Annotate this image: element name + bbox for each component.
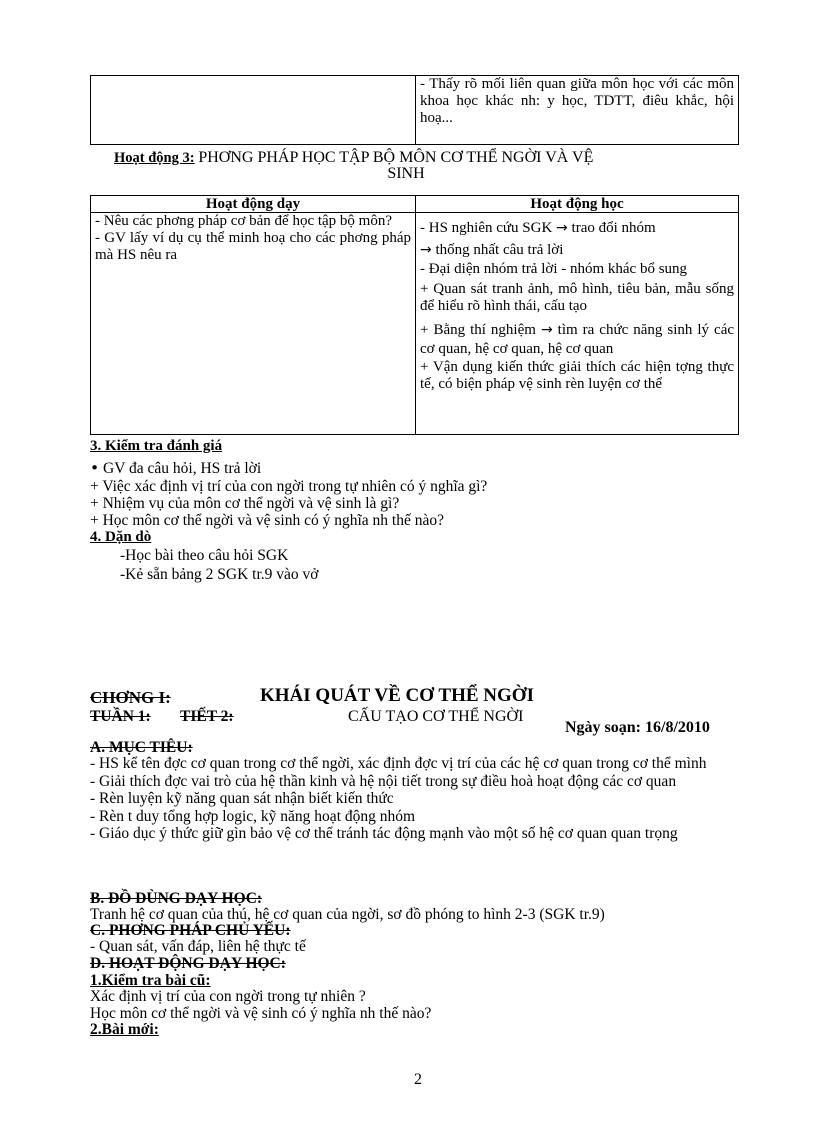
arrow-icon: → (420, 242, 432, 258)
objective-item: - Rèn t duy tổng hợp logic, kỹ năng hoạt động nhóm (90, 807, 416, 825)
objectives-list (90, 755, 738, 843)
check-heading: 1.Kiểm tra bài cũ: (90, 972, 211, 989)
chapter-title: KHÁI QUÁT VỀ CƠ THỂ NGỜI (260, 685, 534, 706)
learn-text: tìm ra chức năng sinh lý các cơ quan, hệ cơ quan, hệ cơ quan (420, 322, 735, 357)
date-prepared: Ngày soạn: 16/8/2010 (565, 719, 710, 736)
learn-text: trao đổi nhóm (571, 220, 656, 236)
relationship-cell: - Thấy rõ mối liên quan giữa môn học với các môn khoa học khác nh: y học, TDTT, điêu khắc, hội hoạ... (416, 76, 739, 145)
objective-item: - HS kể tên đợc cơ quan trong cơ thể ngời, xác định đợc vị trí của các hệ cơ quan trong cơ thể mình (90, 755, 707, 772)
lesson-label: TIẾT 2: (180, 708, 234, 725)
bullet-icon: • (90, 459, 100, 477)
activity3-title-wrap (0, 165, 816, 183)
arrow-icon: → (540, 322, 553, 338)
homework-line-2: -Kẻ sẵn bảng 2 SGK tr.9 vào vở (120, 566, 319, 583)
assessment-line-2: + Việc xác định vị trí của con ngời trong tự nhiên có ý nghĩa gì? (90, 478, 488, 495)
teach-cell (91, 213, 416, 435)
assessment-text: GV đa câu hỏi, HS trả lời (103, 460, 262, 477)
homework-line-1: -Học bài theo câu hỏi SGK (120, 547, 289, 564)
learn-item-4 (420, 321, 734, 359)
homework-heading: 4. Dặn dò (90, 529, 152, 545)
learn-text: + Bằng thí nghiệm (420, 322, 536, 338)
activity3-title-line2: SINH (387, 165, 425, 182)
objective-item: - Giáo dục ý thức giữ gìn bảo vệ cơ thể tránh tác động mạnh vào một số hệ cơ quan quan trọng (90, 825, 678, 842)
methods-heading: C. PHƠNG PHÁP CHỦ YẾU: (90, 922, 291, 939)
teach-item: - Nêu các phơng pháp cơ bản để học tập bộ môn? (95, 213, 393, 229)
page-number: 2 (414, 1071, 422, 1088)
check-line-1: Xác định vị trí của con ngời trong tự nhiên ? (90, 988, 366, 1005)
learn-item-3: + Quan sát tranh ảnh, mô hình, tiêu bản, mẫu sống để hiểu rõ hình thái, cấu tạo (420, 281, 734, 314)
activity3-title-line1: PHƠNG PHÁP HỌC TẬP BỘ MÔN CƠ THỂ NGỜI VÀ VỆ (198, 149, 594, 166)
new-lesson-heading: 2.Bài mới: (90, 1021, 159, 1038)
learn-text: - HS nghiên cứu SGK (420, 220, 553, 236)
teach-item: - GV lấy ví dụ cụ thể minh hoạ cho các phơng pháp mà HS nêu ra (95, 230, 411, 263)
activity-table (90, 195, 739, 435)
assessment-line-1 (90, 460, 261, 477)
arrow-icon: → (556, 220, 568, 236)
methods-text: - Quan sát, vấn đáp, liên hệ thực tế (90, 938, 306, 955)
materials-heading: B. ĐỒ DÙNG DẠY HỌC: (90, 890, 263, 907)
learn-item-2: - Đại diện nhóm trả lời - nhóm khác bổ sung (420, 261, 688, 277)
continuation-table (90, 75, 739, 145)
chapter-label: CHƠNG I: (90, 688, 171, 707)
materials-text: Tranh hệ cơ quan của thú, hệ cơ quan của ngời, sơ đồ phóng to hình 2-3 (SGK tr.9) (90, 906, 605, 923)
check-line-2: Học môn cơ thể ngời và vệ sinh có ý nghĩa nh thế nào? (90, 1005, 432, 1022)
empty-cell (91, 76, 416, 145)
assessment-line-4: + Học môn cơ thể ngời và vệ sinh có ý nghĩa nh thế nào? (90, 512, 444, 529)
week-label: TUẦN 1: (90, 708, 151, 725)
objectives-heading: A. MỤC TIÊU: (90, 739, 193, 756)
activities-heading: D. HOẠT ĐỘNG DẠY HỌC: (90, 955, 286, 972)
activity3-label: Hoạt động 3: (114, 150, 195, 166)
objective-item: - Giải thích đợc vai trò của hệ thần kinh và hệ nội tiết trong sự điều hoà hoạt động các cơ quan (90, 772, 677, 790)
header-teach: Hoạt động dạy (91, 196, 416, 213)
objective-item: - Rèn luyện kỹ năng quan sát nhận biết kiến thức (90, 790, 394, 807)
assessment-line-3: + Nhiệm vụ của môn cơ thể ngời và vệ sinh là gì? (90, 495, 400, 512)
learn-item-1 (420, 217, 734, 261)
learn-cell (416, 213, 739, 435)
lesson-title: CẤU TẠO CƠ THỂ NGỜI (348, 708, 524, 725)
header-learn: Hoạt động học (416, 196, 739, 213)
learn-text: thống nhất câu trả lời (435, 242, 564, 258)
learn-item-5: + Vận dụng kiến thức giải thích các hiện tợng thực tế, có biện pháp vệ sinh rèn luyện cơ thể (420, 359, 734, 392)
assessment-heading: 3. Kiểm tra đánh giá (90, 438, 223, 454)
